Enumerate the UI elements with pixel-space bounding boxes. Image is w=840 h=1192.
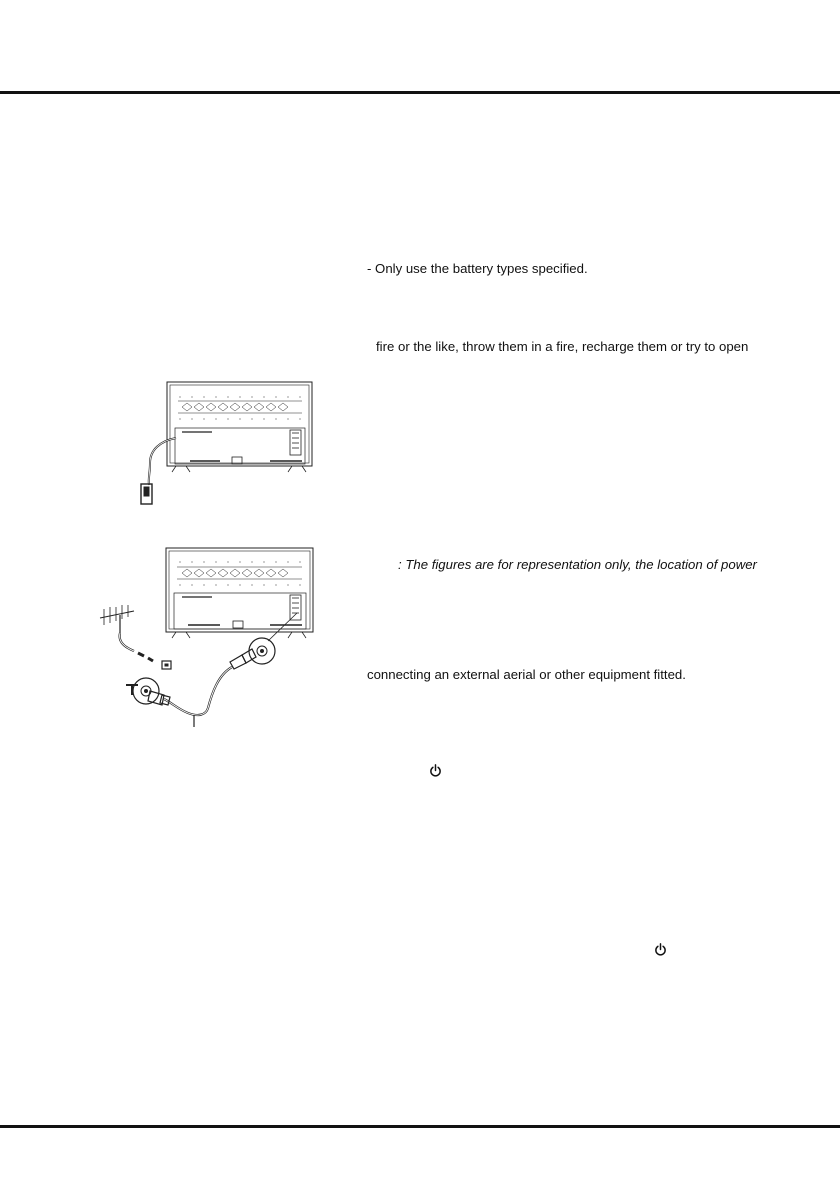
- footer-rule: [0, 1125, 840, 1128]
- figure-note-text: : The figures are for representation only, the location of power: [398, 557, 757, 572]
- fire-warning-text: fire or the like, throw them in a fire, recharge them or try to open: [376, 339, 749, 354]
- header-rule: [0, 91, 840, 94]
- battery-types-text: - Only use the battery types specified.: [367, 261, 588, 276]
- tv-rear-aerial-cable-figure: [90, 543, 330, 733]
- power-icon: [429, 764, 442, 777]
- power-icon: [654, 943, 667, 956]
- tv-rear-power-cable-figure: [130, 375, 330, 510]
- aerial-note-text: connecting an external aerial or other equipment fitted.: [367, 667, 686, 682]
